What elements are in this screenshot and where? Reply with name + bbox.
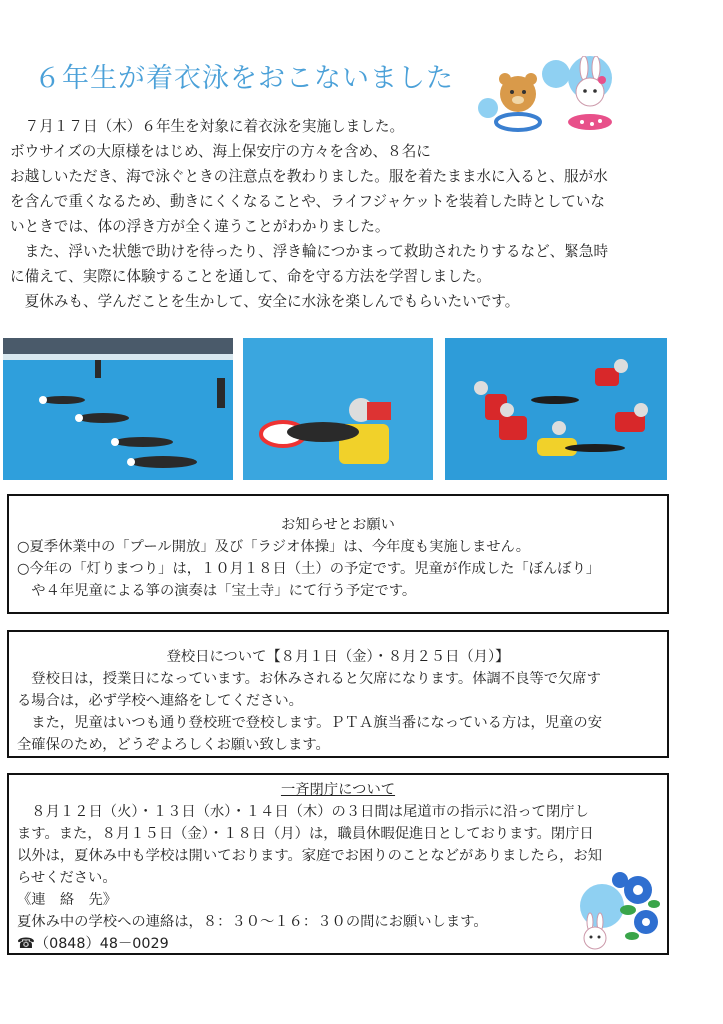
school-day-line: 全確保のため，どうぞよろしくお願い致します。 xyxy=(17,737,330,753)
morning-glory-illustration xyxy=(572,866,664,952)
intro-line: お越しいただき、海で泳ぐときの注意点を教わりました。服を着たまま水に入ると、服が水 xyxy=(10,168,608,185)
school-day-line: 登校日は，授業日になっています。お休みされると欠席になります。体調不良等で欠席す xyxy=(17,671,601,687)
intro-line: を含んで重くなるため、動きにくくなることや、ライフジャケットを装着した時としていな xyxy=(10,193,605,210)
notice-heading: お知らせとお願い xyxy=(281,517,395,533)
closure-line: ます。また，８月１５日（金）・１８日（月）は，職員休暇促進日としております。閉庁日 xyxy=(17,826,594,842)
school-day-heading: 登校日について【８月１日（金）・８月２５日（月）】 xyxy=(166,649,510,665)
notice-line: ○今年の「灯りまつり」は，１０月１８日（土）の予定です。児童が作成した「ぼんぼり」 xyxy=(17,561,601,577)
intro-text xyxy=(10,114,700,314)
closure-line: らせください。 xyxy=(17,870,117,886)
contact-heading: 《連 絡 先》 xyxy=(17,892,118,908)
photo-strip xyxy=(3,338,667,480)
pool-photo-lifejackets xyxy=(445,338,667,480)
notice-box xyxy=(7,494,669,614)
page-title: ６年生が着衣泳をおこないました xyxy=(34,63,454,94)
pool-photo-floating xyxy=(3,338,233,480)
intro-line: 夏休みも、学んだことを生かして、安全に水泳を楽しんでもらいたいです。 xyxy=(10,293,520,310)
school-day-line: また，児童はいつも通り登校班で登校します。ＰＴＡ旗当番になっている方は，児童の安 xyxy=(17,715,603,731)
phone-number: ☎（0848）48－0029 xyxy=(17,936,169,952)
pool-photo-rescue xyxy=(243,338,433,480)
intro-line: に備えて、実際に体験することを通して、命を守る方法を学習しました。 xyxy=(10,268,492,285)
intro-line: また、浮いた状態で助けを待ったり、浮き輪につかまって救助されたりするなど、緊急時 xyxy=(10,243,609,260)
school-day-line: る場合は，必ず学校へ連絡をしてください。 xyxy=(17,693,303,709)
contact-hours: 夏休み中の学校への連絡は，８：３０～１６：３０の間にお願いします。 xyxy=(17,914,488,930)
intro-line: ７月１７日（木）６年生を対象に着衣泳を実施しました。 xyxy=(10,118,405,135)
closure-heading: 一斉閉庁について xyxy=(280,782,396,798)
closure-line: ８月１２日（火）・１３日（水）・１４日（木）の３日間は尾道市の指示に沿って閉庁し xyxy=(17,804,589,820)
notice-line: ○夏季休業中の「プール開放」及び「ラジオ体操」は、今年度も実施しません。 xyxy=(17,539,531,555)
intro-line: いときでは、体の浮き方が全く違うことがわかりました。 xyxy=(10,218,390,235)
school-day-box xyxy=(7,630,669,758)
closure-line: 以外は，夏休み中も学校は開いております。家庭でお困りのことなどがありましたら，お知 xyxy=(17,848,603,864)
intro-line: ボウサイズの大原様をはじめ、海上保安庁の方々を含め、８名に xyxy=(10,143,431,160)
closure-box xyxy=(7,773,669,955)
notice-line: や４年児童による箏の演奏は「宝土寺」にて行う予定です。 xyxy=(17,583,417,599)
